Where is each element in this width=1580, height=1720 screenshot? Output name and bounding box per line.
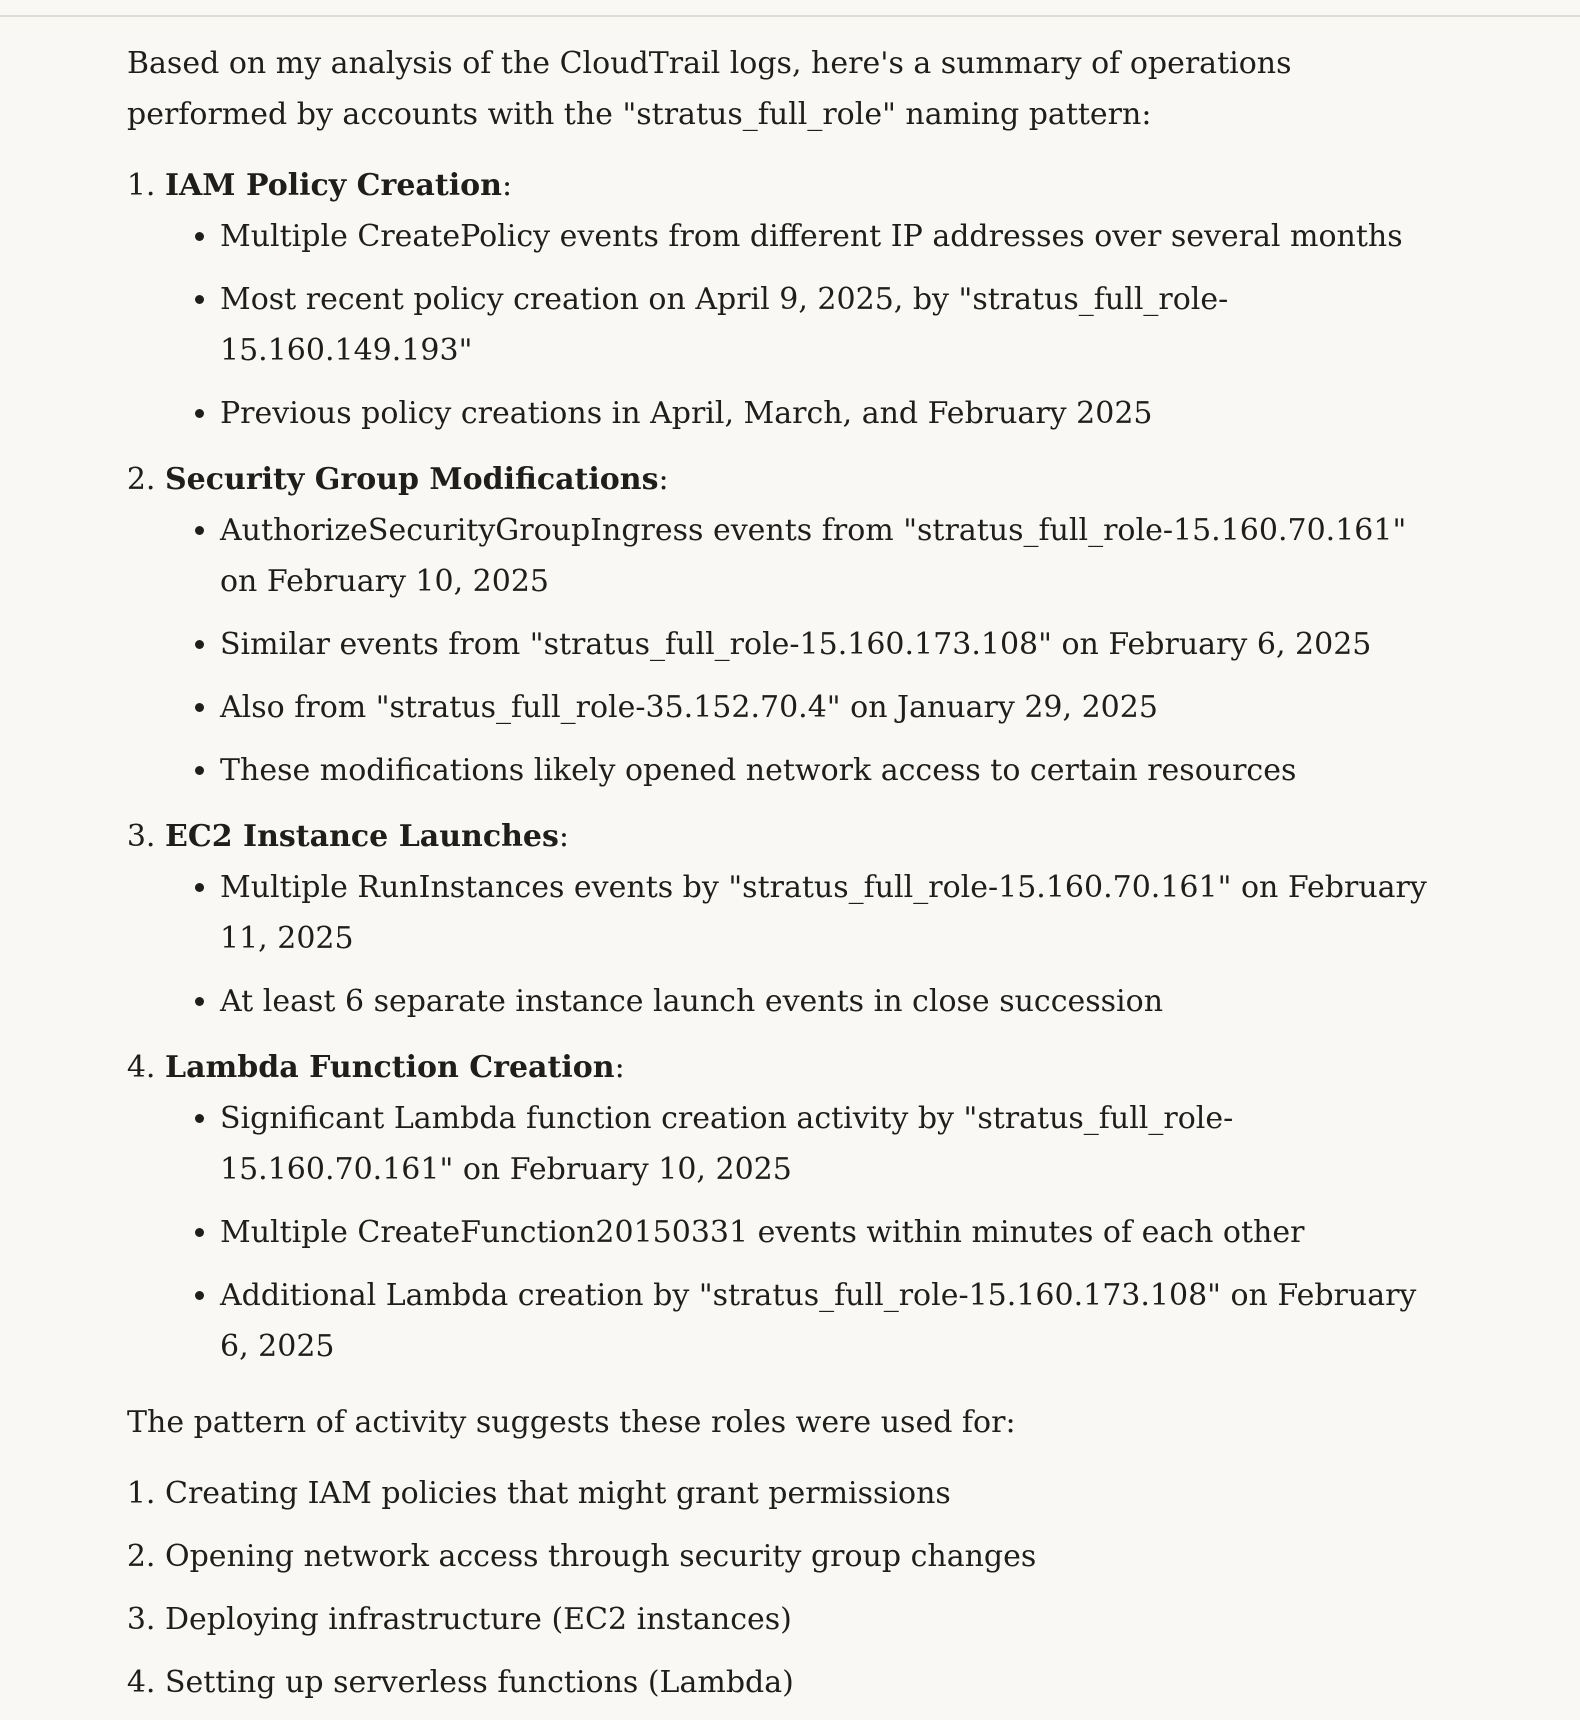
bullet-item: • These modifications likely opened network access to certain resources xyxy=(220,745,1427,796)
section-title: IAM Policy Creation xyxy=(165,168,502,203)
section-title: EC2 Instance Launches xyxy=(165,819,559,854)
intro-paragraph: Based on my analysis of the CloudTrail logs, here's a summary of operations performed by accounts with the "stratus_full_role" naming pattern: xyxy=(127,46,1292,132)
bullet-item: • Also from "stratus_full_role-35.152.70.4" on January 29, 2025 xyxy=(220,682,1427,733)
section-heading: 2. Security Group Modifications: xyxy=(165,462,669,497)
section-bullets xyxy=(165,211,1427,439)
use-item: 4. Setting up serverless functions (Lambda) xyxy=(165,1657,1427,1708)
bullet-item: • Similar events from "stratus_full_role-15.160.173.108" on February 6, 2025 xyxy=(220,619,1427,670)
bullet-item: • Multiple RunInstances events by "stratus_full_role-15.160.70.161" on February 11, 2025 xyxy=(220,862,1427,964)
use-item: 2. Opening network access through security group changes xyxy=(165,1531,1427,1582)
bullet-item: • Multiple CreatePolicy events from different IP addresses over several months xyxy=(220,211,1427,262)
bullet-item: • Significant Lambda function creation activity by "stratus_full_role-15.160.70.161" on February 10, 2025 xyxy=(220,1093,1427,1195)
use-item: 3. Deploying infrastructure (EC2 instances) xyxy=(165,1594,1427,1645)
bullet-item: • At least 6 separate instance launch events in close succession xyxy=(220,976,1427,1027)
bullet-item: • Previous policy creations in April, March, and February 2025 xyxy=(220,388,1427,439)
section-ec2-instance-launches xyxy=(165,811,1427,1027)
section-title: Lambda Function Creation xyxy=(165,1050,615,1085)
uses-list xyxy=(127,1468,1427,1708)
section-heading: 1. IAM Policy Creation: xyxy=(165,168,513,203)
use-item: 1. Creating IAM policies that might grant permissions xyxy=(165,1468,1427,1519)
section-bullets xyxy=(165,505,1427,796)
bullet-item: • Additional Lambda creation by "stratus_full_role-15.160.173.108" on February 6, 2025 xyxy=(220,1270,1427,1372)
section-heading: 4. Lambda Function Creation: xyxy=(165,1050,625,1085)
section-title: Security Group Modifications xyxy=(165,462,659,497)
section-bullets xyxy=(165,1093,1427,1372)
section-heading: 3. EC2 Instance Launches: xyxy=(165,819,570,854)
section-security-group-modifications xyxy=(165,454,1427,796)
bullet-item: • Most recent policy creation on April 9, 2025, by "stratus_full_role-15.160.149.193" xyxy=(220,274,1427,376)
assistant-message xyxy=(127,38,1427,1720)
section-lambda-function-creation xyxy=(165,1042,1427,1372)
bullet-item: • Multiple CreateFunction20150331 events within minutes of each other xyxy=(220,1207,1427,1258)
top-divider xyxy=(0,0,1580,17)
bullet-item: • AuthorizeSecurityGroupIngress events from "stratus_full_role-15.160.70.161" on February 10, 2025 xyxy=(220,505,1427,607)
section-iam-policy-creation xyxy=(165,160,1427,439)
section-bullets xyxy=(165,862,1427,1027)
operations-list xyxy=(127,160,1427,1372)
outro-paragraph: The pattern of activity suggests these roles were used for: xyxy=(127,1405,1016,1440)
